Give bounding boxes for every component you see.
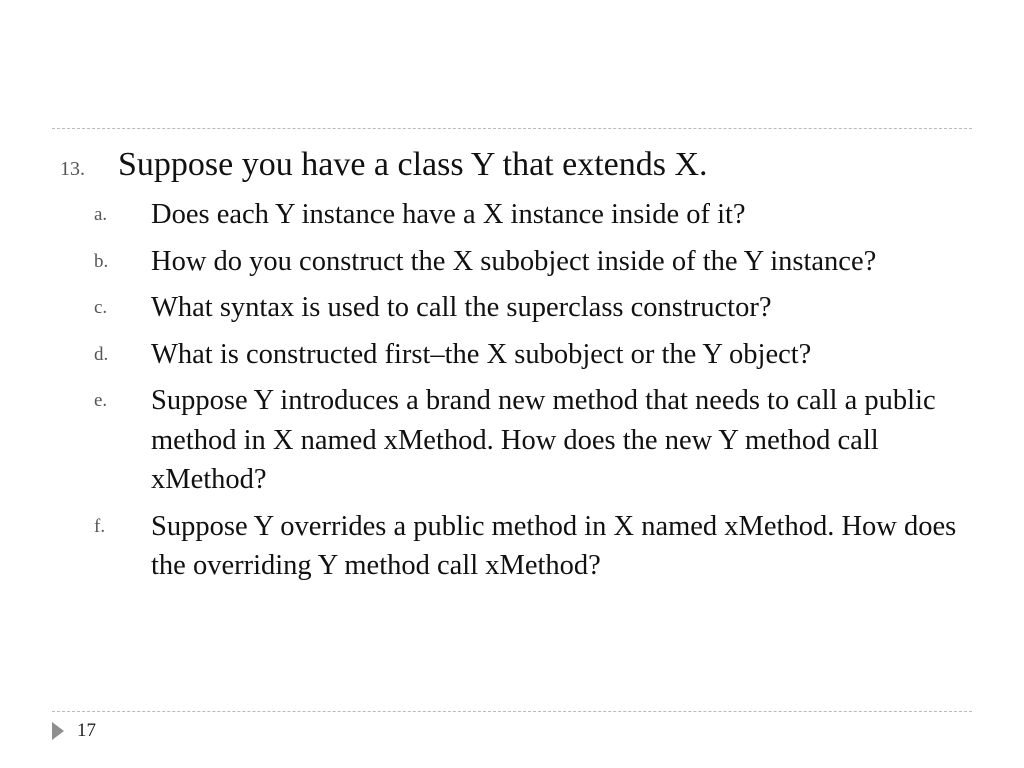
subquestion-d [0, 335, 1024, 375]
subquestion-list [0, 195, 1024, 593]
triangle-right-icon [52, 722, 64, 740]
subquestion-letter: b. [94, 250, 109, 272]
subquestion-c [0, 288, 1024, 328]
subquestion-text: What syntax is used to call the superclass constructor? [151, 292, 772, 323]
question-13 [0, 145, 1024, 189]
subquestion-letter: a. [94, 204, 108, 225]
subquestion-text: How do you construct the X subobject inside of the Y instance? [151, 245, 877, 277]
bottom-divider [52, 711, 972, 712]
question-number: 13. [60, 158, 85, 180]
subquestion-letter: e. [94, 390, 108, 411]
subquestion-text: Suppose Y overrides a public method in X named xMethod. How does the overriding Y method call xMethod? [151, 510, 957, 581]
question-text: Suppose you have a class Y that extends X. [118, 146, 708, 183]
subquestion-text: Does each Y instance have a X instance inside of it? [151, 199, 746, 230]
subquestion-a [0, 195, 1024, 235]
page-number: 17 [77, 720, 96, 741]
subquestion-e [0, 381, 1024, 500]
subquestion-text: Suppose Y introduces a brand new method that needs to call a public method in X named xMethod. How does the new Y method call xMethod? [151, 385, 936, 495]
subquestion-f [0, 507, 1024, 586]
subquestion-b [0, 242, 1024, 282]
subquestion-text: What is constructed first–the X subobject or the Y object? [151, 338, 812, 370]
subquestion-letter: d. [94, 343, 109, 365]
subquestion-letter: f. [94, 515, 106, 537]
subquestion-letter: c. [94, 297, 108, 318]
